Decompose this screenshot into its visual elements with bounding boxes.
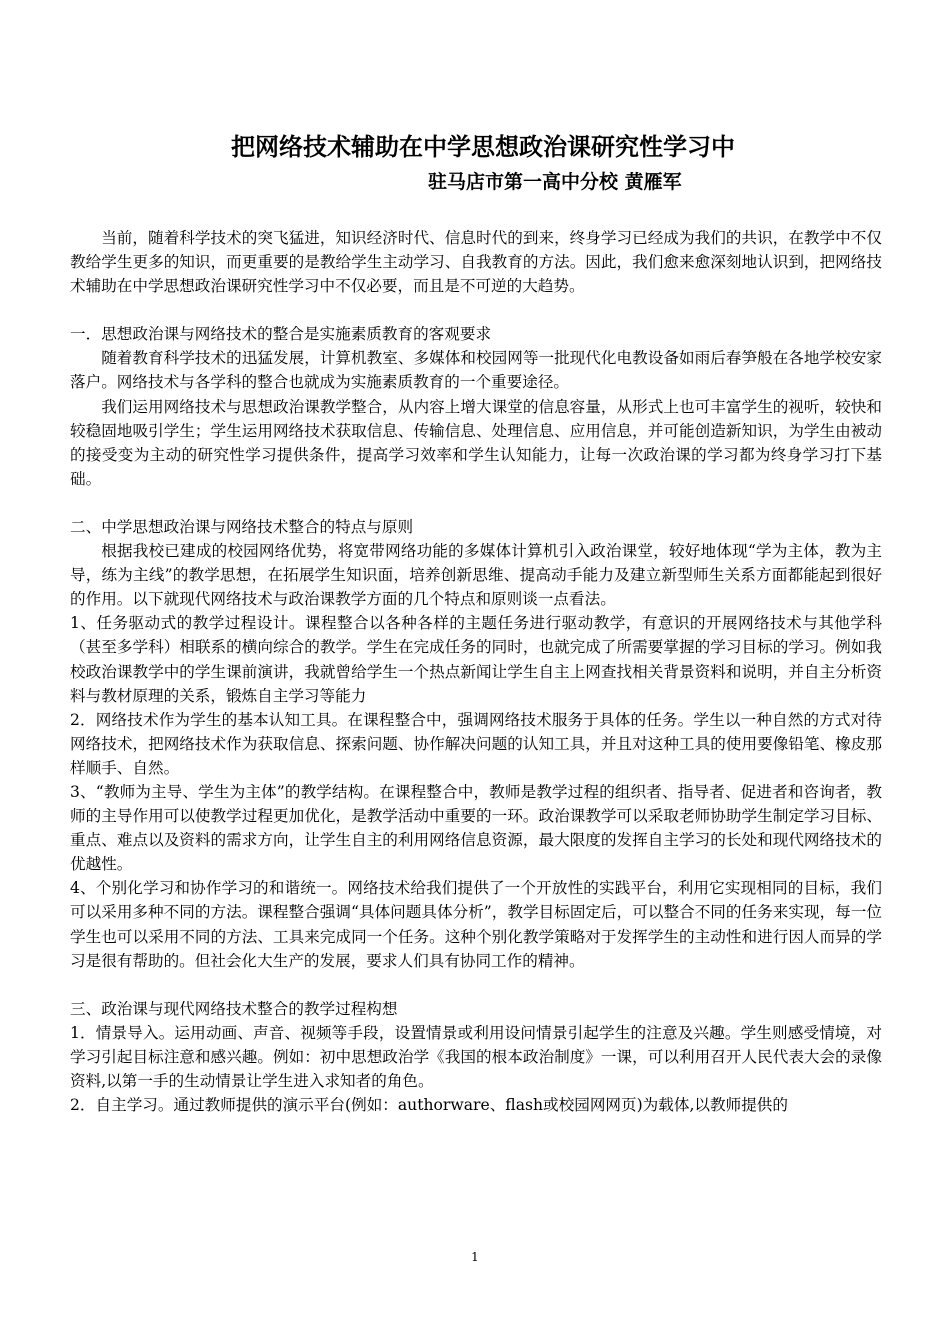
spacer: [70, 298, 882, 322]
spacer: [70, 196, 882, 226]
intro-paragraph: 当前，随着科学技术的突飞猛进，知识经济时代、信息时代的到来，终身学习已经成为我们的共识，在教学中不仅教给学生更多的知识，而更重要的是教给学生主动学习、自我教育的方法。因此，我们愈来愈深刻地认识到，把网络技术辅助在中学思想政治课研究性学习中不仅必要，而且是不可逆的大趋势。: [70, 229, 882, 296]
section-2-paragraph-1: 根据我校已建成的校园网络优势，将宽带网络功能的多媒体计算机引入政治课堂，较好地体现“学为主体，教为主导，练为主线”的教学思想，在拓展学生知识面，培养创新思维、提高动手能力及建立新型师生关系方面都能起到很好的作用。以下就现代网络技术与政治课教学方面的几个特点和原则谈一点看法。: [70, 542, 882, 609]
section-2-item: 4、个别化学习和协作学习的和谐统一。网络技术给我们提供了一个开放性的实践平台，利用它实现相同的目标，我们可以采用多种不同的方法。课程整合强调“具体问题具体分析”，教学目标固定后，可以整合不同的任务来实现，每一位学生也可以采用不同的方法、工具来完成同一个任务。这种个别化教学策略对于发挥学生的主动性和进行因人而异的学习是很有帮助的。但社会化大生产的发展，要求人们具有协同工作的精神。: [70, 879, 882, 970]
page-number: 1: [471, 1250, 479, 1264]
document-page: [70, 130, 882, 1117]
section-3-item: 1．情景导入。运用动画、声音、视频等手段，设置情景或利用设问情景引起学生的注意及兴趣。学生则感受情境，对学习引起目标注意和感兴趣。例如：初中思想政治学《我国的根本政治制度》一课，可以利用召开人民代表大会的录像资料,以第一手的生动情景让学生进入求知者的角色。: [70, 1023, 882, 1090]
section-1-heading: 一．思想政治课与网络技术的整合是实施素质教育的客观要求: [70, 325, 492, 344]
spacer: [70, 973, 882, 997]
section-2-heading: 二、中学思想政治课与网络技术整合的特点与原则: [70, 517, 414, 536]
document-author: 驻马店市第一高中分校 黄雁军: [428, 171, 682, 193]
section-3-heading: 三、政治课与现代网络技术整合的教学过程构想: [70, 999, 398, 1018]
section-2-item: 3、“教师为主导、学生为主体”的教学结构。在课程整合中，教师是教学过程的组织者、指导者、促进者和咨询者，教师的主导作用可以使教学过程更加优化，是教学活动中重要的一环。政治课教学可以采取老师协助学生制定学习目标、重点、难点以及资料的需求方向，让学生自主的利用网络信息资源，最大限度的发挥自主学习的长处和现代网络技术的优越性。: [70, 782, 882, 874]
document-title: 把网络技术辅助在中学思想政治课研究性学习中: [231, 132, 735, 161]
section-2-item: 2．网络技术作为学生的基本认知工具。在课程整合中，强调网络技术服务于具体的任务。学生以一种自然的方式对待网络技术，把网络技术作为获取信息、探索问题、协作解决问题的认知工具，并且对这种工具的使用要像铅笔、橡皮那样顺手、自然。: [70, 710, 882, 777]
section-3-item: 2．自主学习。通过教师提供的演示平台(例如：authorware、flash或校园网网页)为载体,以教师提供的: [70, 1096, 788, 1115]
section-1-paragraph-1: 随着教育科学技术的迅猛发展，计算机教室、多媒体和校园网等一批现代化电教设备如雨后春笋般在各地学校安家落户。网络技术与各学科的整合也就成为实施素质教育的一个重要途径。: [70, 349, 882, 392]
spacer: [70, 491, 882, 515]
section-1-paragraph-2: 我们运用网络技术与思想政治课教学整合，从内容上增大课堂的信息容量，从形式上也可丰富学生的视听，较快和较稳固地吸引学生；学生运用网络技术获取信息、传输信息、处理信息、应用信息，并可能创造新知识，为学生由被动的接受变为主动的研究性学习提供条件，提高学习效率和学生认知能力，让每一次政治课的学习都为终身学习打下基础。: [70, 397, 882, 488]
section-2-item: 1、任务驱动式的教学过程设计。课程整合以各种各样的主题任务进行驱动教学，有意识的开展网络技术与其他学科（甚至多学科）相联系的横向综合的教学。学生在完成任务的同时，也就完成了所需要掌握的学习目标的学习。例如我校政治课教学中的学生课前演讲，我就曾给学生一个热点新闻让学生自主上网查找相关背景资料和说明，并自主分析资料与教材原理的关系，锻炼自主学习等能力: [70, 614, 882, 705]
